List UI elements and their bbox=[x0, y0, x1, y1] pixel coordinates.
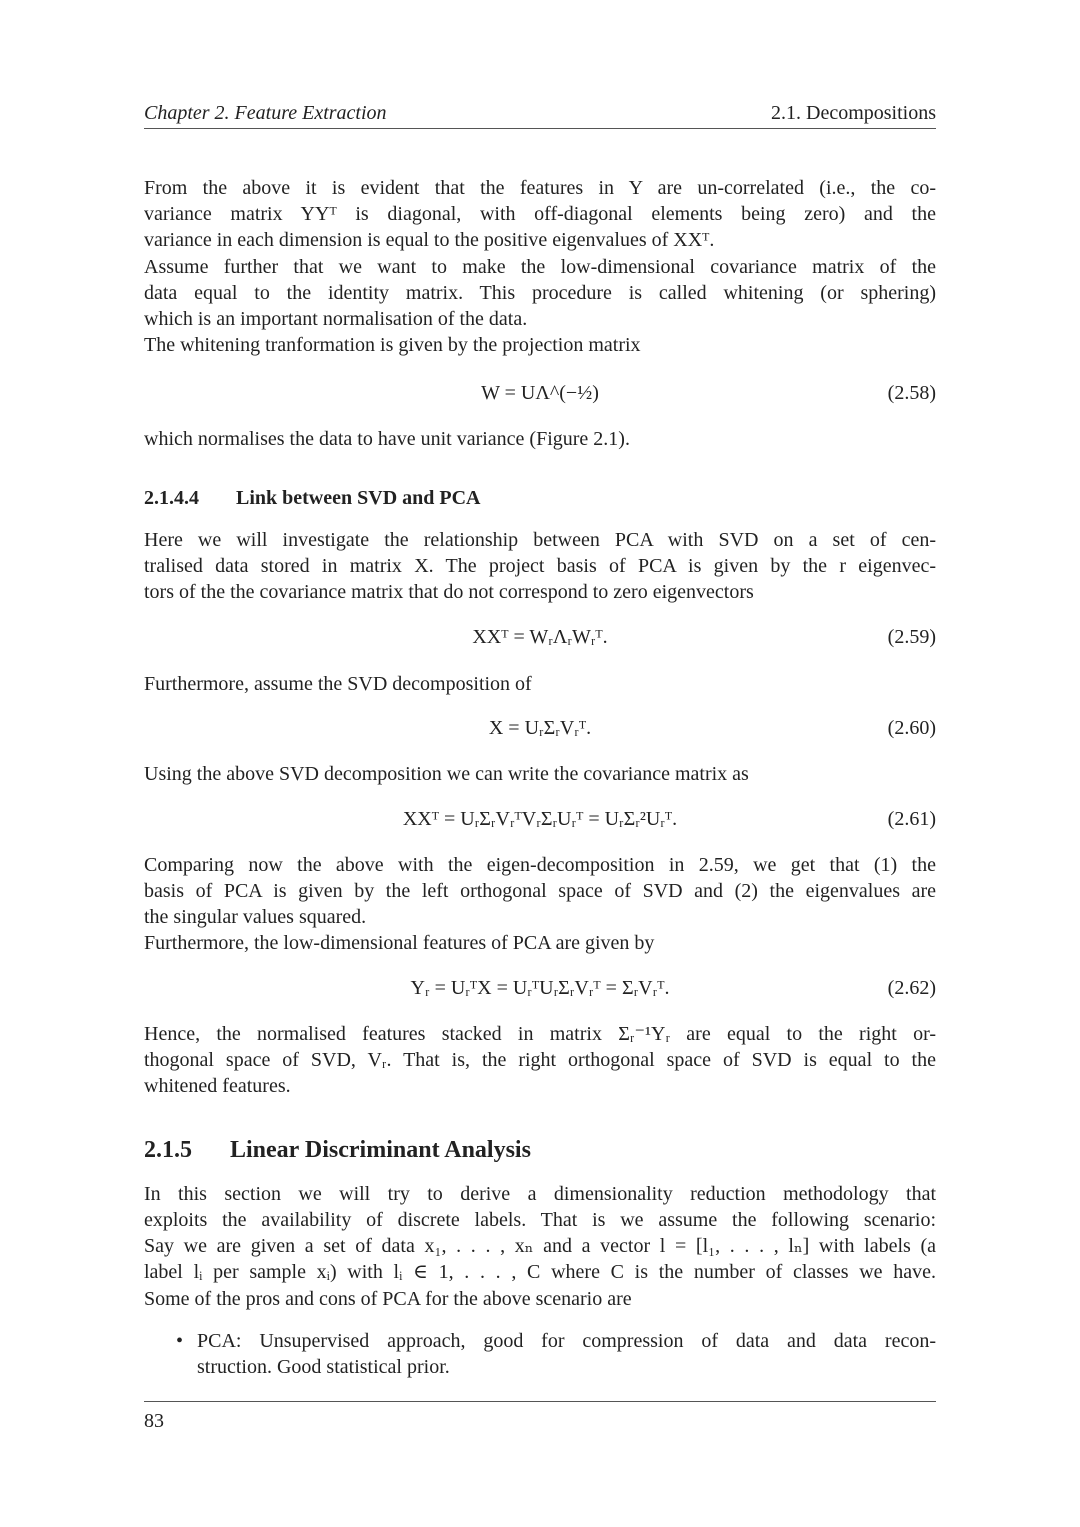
paragraph-line: exploits the availability of discrete labels. That is we assume the following scenario: bbox=[144, 1209, 936, 1231]
paragraph-line: data equal to the identity matrix. This procedure is called whitening (or sphering) bbox=[144, 282, 936, 304]
paragraph-line: whitened features. bbox=[144, 1075, 291, 1097]
footer-rule bbox=[144, 1401, 936, 1402]
paragraph-line: Assume further that we want to make the low-dimensional covariance matrix of the bbox=[144, 256, 936, 278]
paragraph-line: variance matrix YYᵀ is diagonal, with off-diagonal elements being zero) and the bbox=[144, 203, 936, 225]
paragraph-line: variance in each dimension is equal to the positive eigenvalues of XXᵀ. bbox=[144, 229, 715, 251]
paragraph-line: tralised data stored in matrix X. The project basis of PCA is given by the r eigenvec- bbox=[144, 555, 936, 577]
header-rule bbox=[144, 128, 936, 129]
paragraph-line: Hence, the normalised features stacked in matrix Σᵣ⁻¹Yᵣ are equal to the right or- bbox=[144, 1023, 936, 1045]
equation-2-58: W = UΛ^(−½) bbox=[481, 382, 599, 404]
paragraph-line: Say we are given a set of data x₁, . . . , xₙ and a vector l = [l₁, . . . , lₙ] with labels (a bbox=[144, 1235, 936, 1257]
bullet-item-line: PCA: Unsupervised approach, good for compression of data and data recon- bbox=[197, 1330, 936, 1352]
paragraph-line: Here we will investigate the relationship between PCA with SVD on a set of cen- bbox=[144, 529, 936, 551]
paragraph-line: Using the above SVD decomposition we can write the covariance matrix as bbox=[144, 763, 749, 785]
bullet-item-line: struction. Good statistical prior. bbox=[197, 1356, 450, 1378]
paragraph-line: which is an important normalisation of the data. bbox=[144, 308, 528, 330]
paragraph-line: In this section we will try to derive a dimensionality reduction methodology that bbox=[144, 1183, 936, 1205]
equation-2-60: X = UᵣΣᵣVᵣᵀ. bbox=[488, 717, 592, 739]
paragraph-line: Comparing now the above with the eigen-decomposition in 2.59, we get that (1) the bbox=[144, 854, 936, 876]
equation-2-61: XXᵀ = UᵣΣᵣVᵣᵀVᵣΣᵣUᵣᵀ = UᵣΣᵣ²Uᵣᵀ. bbox=[402, 808, 678, 830]
paragraph-line: The whitening tranformation is given by the projection matrix bbox=[144, 334, 641, 356]
section-number: 2.1.4.4 bbox=[144, 487, 199, 509]
page-number: 83 bbox=[144, 1410, 164, 1432]
section-title: Link between SVD and PCA bbox=[236, 487, 481, 509]
equation-2-62: Yᵣ = UᵣᵀX = UᵣᵀUᵣΣᵣVᵣᵀ = ΣᵣVᵣᵀ. bbox=[410, 977, 670, 999]
equation-number: (2.61) bbox=[887, 808, 936, 830]
running-header-chapter: Chapter 2. Feature Extraction bbox=[144, 102, 387, 124]
paragraph-line: label lᵢ per sample xᵢ) with lᵢ ∈ 1, . . . , C where C is the number of classes we have. bbox=[144, 1261, 936, 1283]
subsection-heading bbox=[144, 1134, 531, 1166]
paragraph-line: Furthermore, the low-dimensional features of PCA are given by bbox=[144, 932, 655, 954]
equation-number: (2.62) bbox=[887, 977, 936, 999]
paragraph-line: tors of the the covariance matrix that do not correspond to zero eigenvectors bbox=[144, 581, 754, 603]
paragraph-line: thogonal space of SVD, Vᵣ. That is, the right orthogonal space of SVD is equal to the bbox=[144, 1049, 936, 1071]
paragraph-line: From the above it is evident that the features in Y are un-correlated (i.e., the co- bbox=[144, 177, 936, 199]
paragraph-line: the singular values squared. bbox=[144, 906, 367, 928]
paragraph-line: Furthermore, assume the SVD decomposition of bbox=[144, 673, 532, 695]
running-header-section: 2.1. Decompositions bbox=[771, 102, 936, 124]
paragraph-line: Some of the pros and cons of PCA for the above scenario are bbox=[144, 1288, 632, 1310]
subsubsection-heading bbox=[144, 485, 936, 511]
bullet-marker: • bbox=[176, 1330, 184, 1352]
equation-number: (2.59) bbox=[887, 626, 936, 648]
section-number: 2.1.5 bbox=[144, 1137, 192, 1163]
paragraph-line: basis of PCA is given by the left orthogonal space of SVD and (2) the eigenvalues are bbox=[144, 880, 936, 902]
section-title: Linear Discriminant Analysis bbox=[230, 1137, 531, 1163]
paragraph-line: which normalises the data to have unit variance (Figure 2.1). bbox=[144, 428, 630, 450]
equation-number: (2.60) bbox=[887, 717, 936, 739]
equation-2-59: XXᵀ = WᵣΛᵣWᵣᵀ. bbox=[472, 626, 608, 648]
equation-number: (2.58) bbox=[887, 382, 936, 404]
